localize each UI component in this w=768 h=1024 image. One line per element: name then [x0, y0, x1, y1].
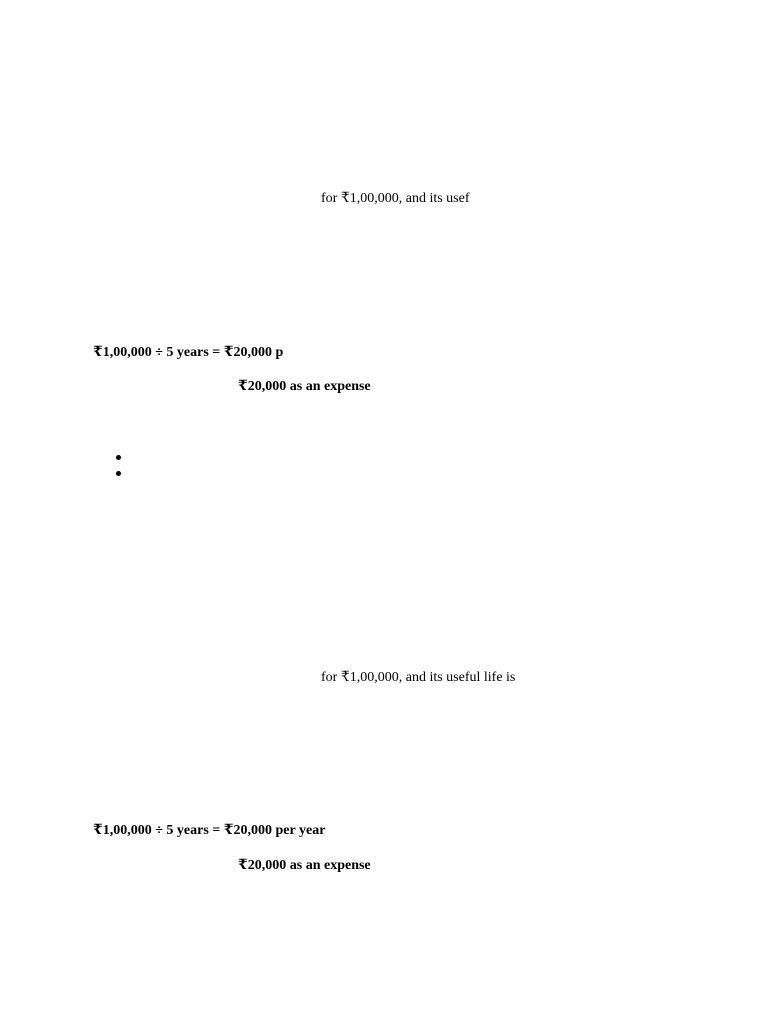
- section1-intro-line: for ₹1,00,000, and its usef: [321, 191, 470, 206]
- section1-bullet-list: [100, 449, 119, 481]
- section2-intro-line: for ₹1,00,000, and its useful life is: [321, 670, 516, 685]
- section2-calculation: ₹1,00,000 ÷ 5 years = ₹20,000 per year: [93, 823, 326, 838]
- section1-calculation: ₹1,00,000 ÷ 5 years = ₹20,000 p: [93, 345, 284, 360]
- section2-expense-line: ₹20,000 as an expense: [238, 858, 371, 873]
- section1-expense-line: ₹20,000 as an expense: [238, 379, 371, 394]
